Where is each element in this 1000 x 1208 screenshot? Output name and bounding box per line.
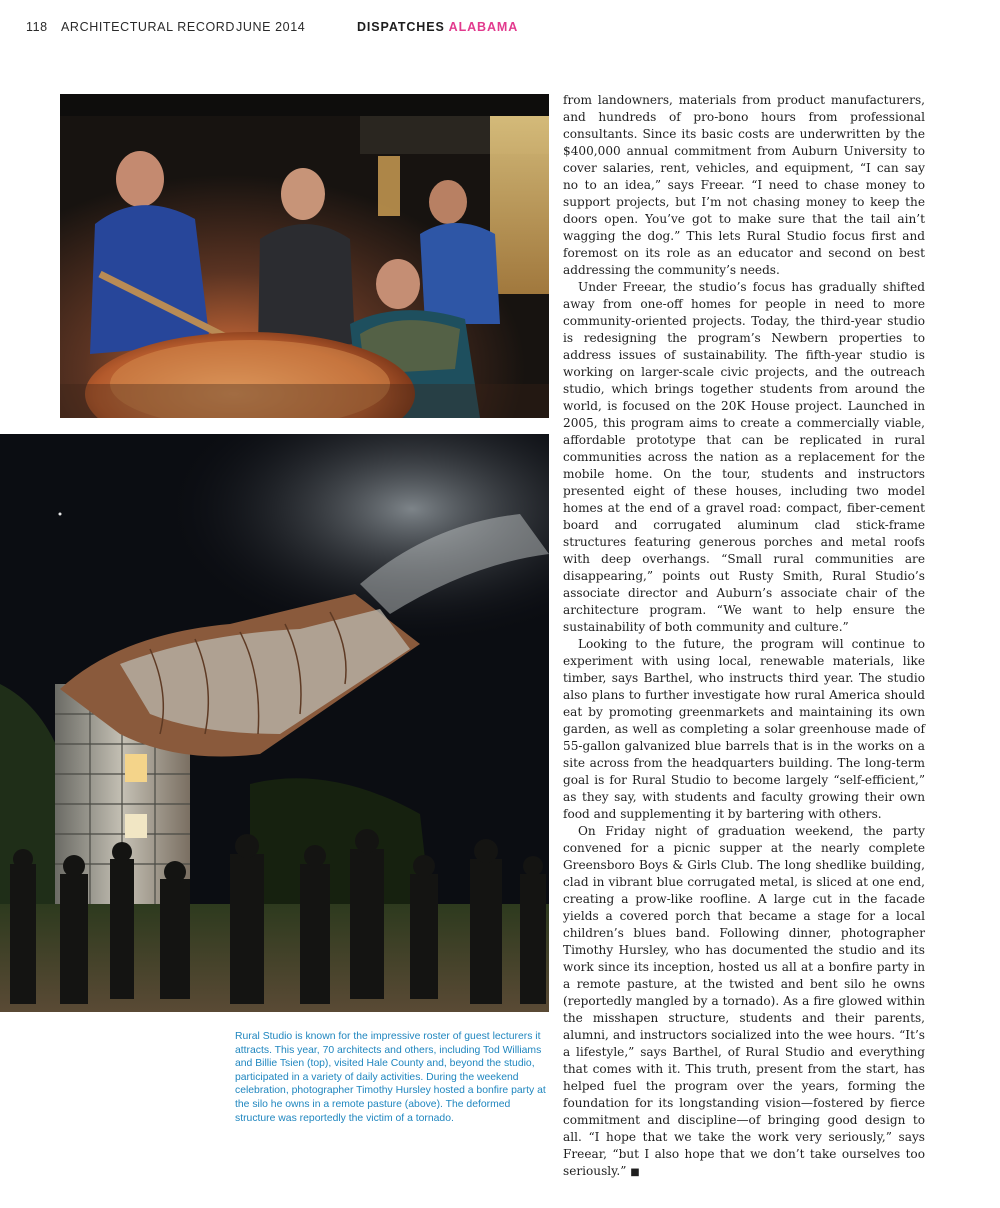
article-paragraph-final bbox=[563, 823, 925, 1181]
article-paragraph: from landowners, materials from product manufacturers, and hundreds of pro-bono hours from professional consultants. Since its basic costs are underwritten by the $400,000 annual commitment from Auburn University to cover salaries, rent, vehicles, and equipment, “I can say no to an idea,” says Freear. “I need to chase money to support projects, but I’m not chasing money to keep the doors open. You’ve got to make sure that the tail ain’t wagging the dog.” This lets Rural Studio focus first and foremost on its role as an educator and second on best addressing the community’s needs. bbox=[563, 93, 925, 277]
photo-silo-illustration bbox=[0, 434, 549, 1012]
running-header bbox=[26, 20, 974, 38]
photo-cooking-illustration bbox=[60, 94, 549, 418]
photo-cooking-scene bbox=[60, 94, 549, 418]
page-number: 118 bbox=[26, 20, 48, 34]
article-paragraph: Looking to the future, the program will continue to experiment with using local, renewable materials, like timber, says Barthel, who instructs third year. The studio also plans to further investigate how rural America should eat by promoting greenmarkets and maintaining its own garden, as well as completing a solar greenhouse made of 55-gallon galvanized blue barrels that is in the works on a site across from the headquarters building. The long-term goal is for Rural Studio to become largely “self-efficient,” as they say, with students and faculty growing their own food and supplementing it by bartering with others. bbox=[563, 637, 925, 821]
issue-date: JUNE 2014 bbox=[236, 20, 306, 34]
article-paragraph: Under Freear, the studio’s focus has gradually shifted away from one-off homes for people in need to more community-oriented projects. Today, the third-year studio is redesigning the program’s Newbern properties to address issues of sustainability. The fifth-year studio is working on larger-scale civic projects, and the outreach studio, which brings together students from around the world, is focused on the 20K House project. Launched in 2005, this program aims to create a commercially viable, affordable prototype that can be replicated in rural communities across the nation as a replacement for the mobile home. On the tour, students and instructors presented eight of these houses, including two model homes at the end of a gravel road: compact, fiber-cement board and corrugated aluminum clad stick-frame structures featuring generous porches and metal roofs with deep overhangs. “Small rural communities are disappearing,” points out Rusty Smith, Rural Studio’s associate director and Auburn’s associate chair of the architecture program. “We want to help ensure the sustainability of both community and culture.” bbox=[563, 280, 925, 634]
end-mark: ■ bbox=[630, 1167, 640, 1178]
article-body bbox=[563, 92, 925, 1181]
photo-caption: Rural Studio is known for the impressive roster of guest lecturers it attracts. This year, 70 architects and others, including Tod Williams and Billie Tsien (top), visited Hale County and, beyond the studio, participated in a variety of daily activities. During the weekend celebration, photographer Timothy Hursley hosted a bonfire party at the silo he owns in a remote pasture (above). The deformed structure was reportedly the victim of a tornado. bbox=[235, 1031, 546, 1124]
subsection-name: ALABAMA bbox=[448, 20, 519, 34]
final-paragraph-text: On Friday night of graduation weekend, the party convened for a picnic supper at the nearly complete Greensboro Boys & Girls Club. The long shedlike building, clad in vibrant blue corrugated metal, is sliced at one end, creating a prow-like roofline. A large cut in the facade yields a covered porch that became a stage for a local children’s blues band. Following dinner, photographer Timothy Hursley, who has documented the studio and its work since its inception, hosted us all at a bonfire party in a remote pasture, at the twisted and bent silo he owns (reportedly mangled by a tornado). As a fire glowed within the misshapen structure, students and their parents, alumni, and instructors socialized into the wee hours. “It’s a lifestyle,” says Barthel, of Rural Studio and everything that comes with it. This truth, present from the start, has helped fuel the program over the years, forming the foundation for its longstanding vision—fostered by fierce commitment and discipline—of bringing good design to all. “I hope that we take the work very seriously,” says Freear, “but I also hope that we don’t take ourselves too seriously.” bbox=[563, 824, 925, 1178]
magazine-name: ARCHITECTURAL RECORD bbox=[61, 20, 236, 34]
photo-bonfire-silo bbox=[0, 434, 549, 1012]
section-name: DISPATCHES bbox=[357, 20, 445, 34]
section-label bbox=[357, 20, 518, 34]
